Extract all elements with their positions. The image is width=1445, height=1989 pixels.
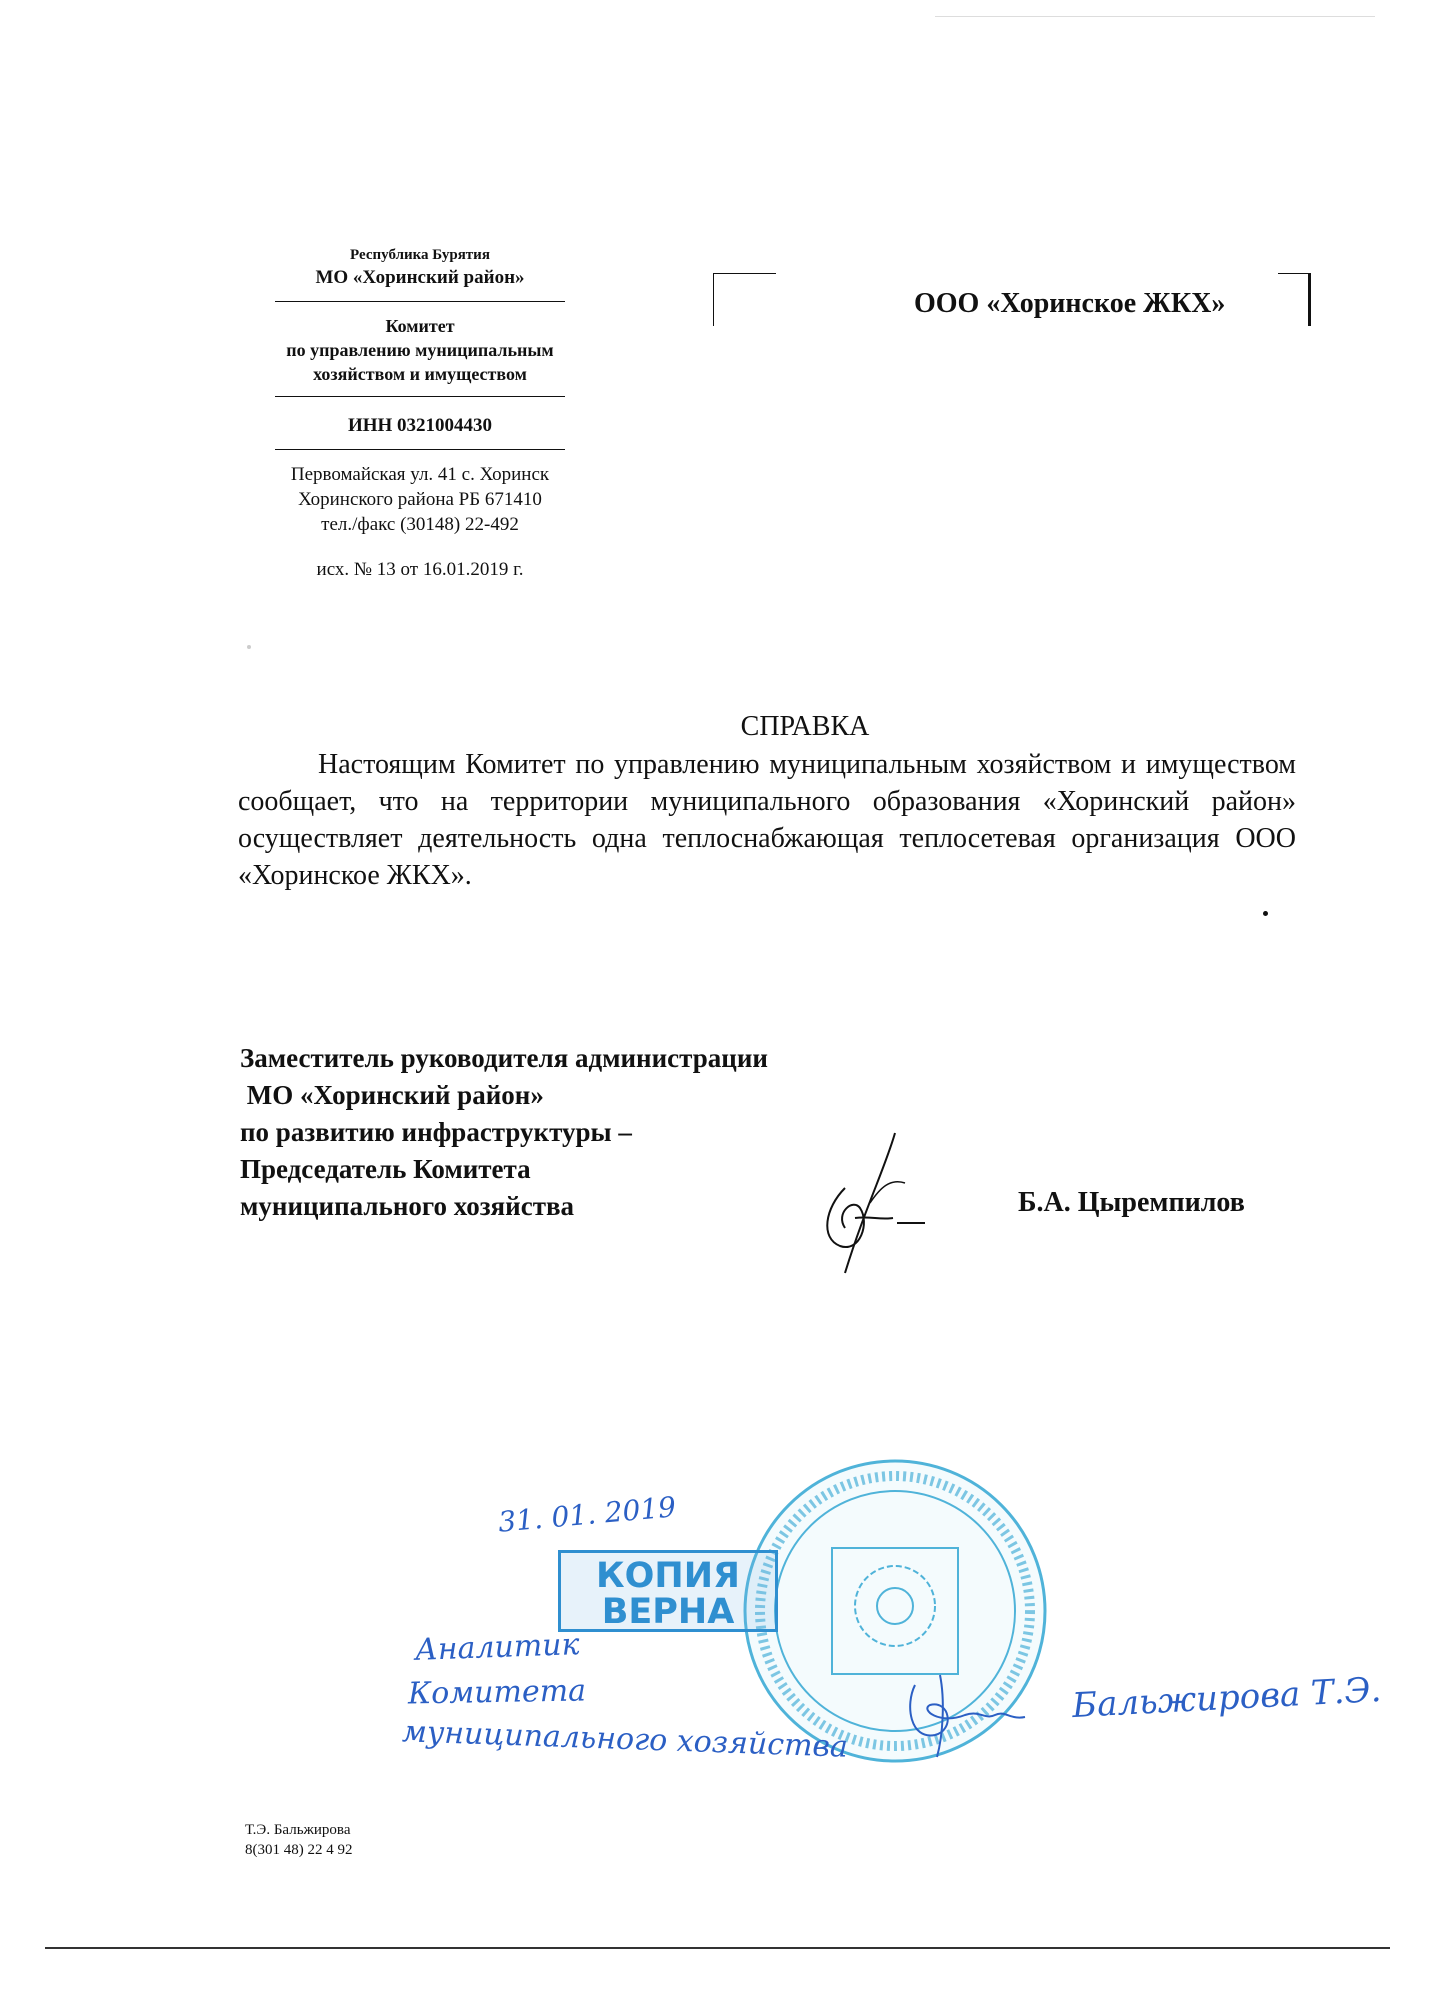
handwritten-date: 31. 01. 2019 [496, 1490, 678, 1539]
handwritten-name: Бальжирова Т.Э. [1071, 1669, 1383, 1727]
signatory-position-line: по развитию инфраструктуры – [240, 1117, 632, 1147]
letterhead-committee-2: по управлению муниципальным [286, 340, 554, 360]
stamp-line-2: ВЕРНА [601, 1592, 735, 1632]
scan-top-edge [935, 16, 1375, 17]
letterhead-inn: ИНН 0321004430 [347, 415, 493, 436]
letterhead-municipality: МО «Хоринский район» [315, 267, 525, 288]
address-field-corner-right [1278, 273, 1311, 326]
letterhead-address-1: Первомайская ул. 41 с. Хоринск [290, 464, 550, 485]
signatory-position-line: муниципального хозяйства [240, 1191, 575, 1221]
signatory-position-line: МО «Хоринский район» [240, 1080, 544, 1110]
letterhead-divider [275, 396, 565, 397]
letterhead-address-2: Хоринского района РБ 671410 [298, 489, 542, 510]
document-title: СПРАВКА [740, 711, 870, 742]
address-field-corner-left [713, 273, 776, 326]
letterhead-divider [275, 449, 565, 450]
certifier-signature [895, 1665, 1035, 1760]
scan-bottom-edge [45, 1947, 1390, 1949]
outgoing-number: исх. № 13 от 16.01.2019 г. [316, 559, 524, 580]
signatory-position-line: Председатель Комитета [240, 1154, 531, 1184]
stamp-line-1: КОПИЯ [596, 1556, 740, 1596]
copy-certified-stamp [558, 1550, 778, 1632]
signatory-position-line: Заместитель руководителя администрации [240, 1043, 768, 1073]
document-body: Настоящим Комитет по управлению муниципальным хозяйством и имуществом сообщает, что на территории муниципального образования «Хоринский район» осуществляет деятельность одна теплоснабжающая теплосетевая организация ООО «Хоринское ЖКХ». [238, 749, 1296, 891]
stray-mark [247, 645, 251, 649]
signatory-position [240, 1040, 768, 1225]
signatory-name: Б.А. Цыремпилов [1018, 1187, 1245, 1218]
handwritten-signature [815, 1128, 925, 1278]
letterhead-divider [275, 301, 565, 302]
letterhead-committee-3: хозяйством и имуществом [313, 364, 527, 384]
letterhead-address-3: тел./факс (30148) 22-492 [321, 514, 519, 535]
executor-name: Т.Э. Бальжирова [245, 1822, 351, 1838]
letterhead-committee-1: Комитет [385, 316, 455, 336]
executor-phone: 8(301 48) 22 4 92 [245, 1842, 353, 1858]
handwritten-position-line: муниципального хозяйства [401, 1714, 849, 1765]
stray-mark [1263, 911, 1268, 916]
recipient: ООО «Хоринское ЖКХ» [914, 288, 1226, 319]
executor-info [245, 1820, 353, 1860]
letterhead [240, 245, 600, 582]
letterhead-republic: Республика Бурятия [350, 247, 490, 263]
handwritten-position-line: Комитета [407, 1673, 587, 1712]
handwritten-position-line: Аналитик [414, 1627, 581, 1668]
